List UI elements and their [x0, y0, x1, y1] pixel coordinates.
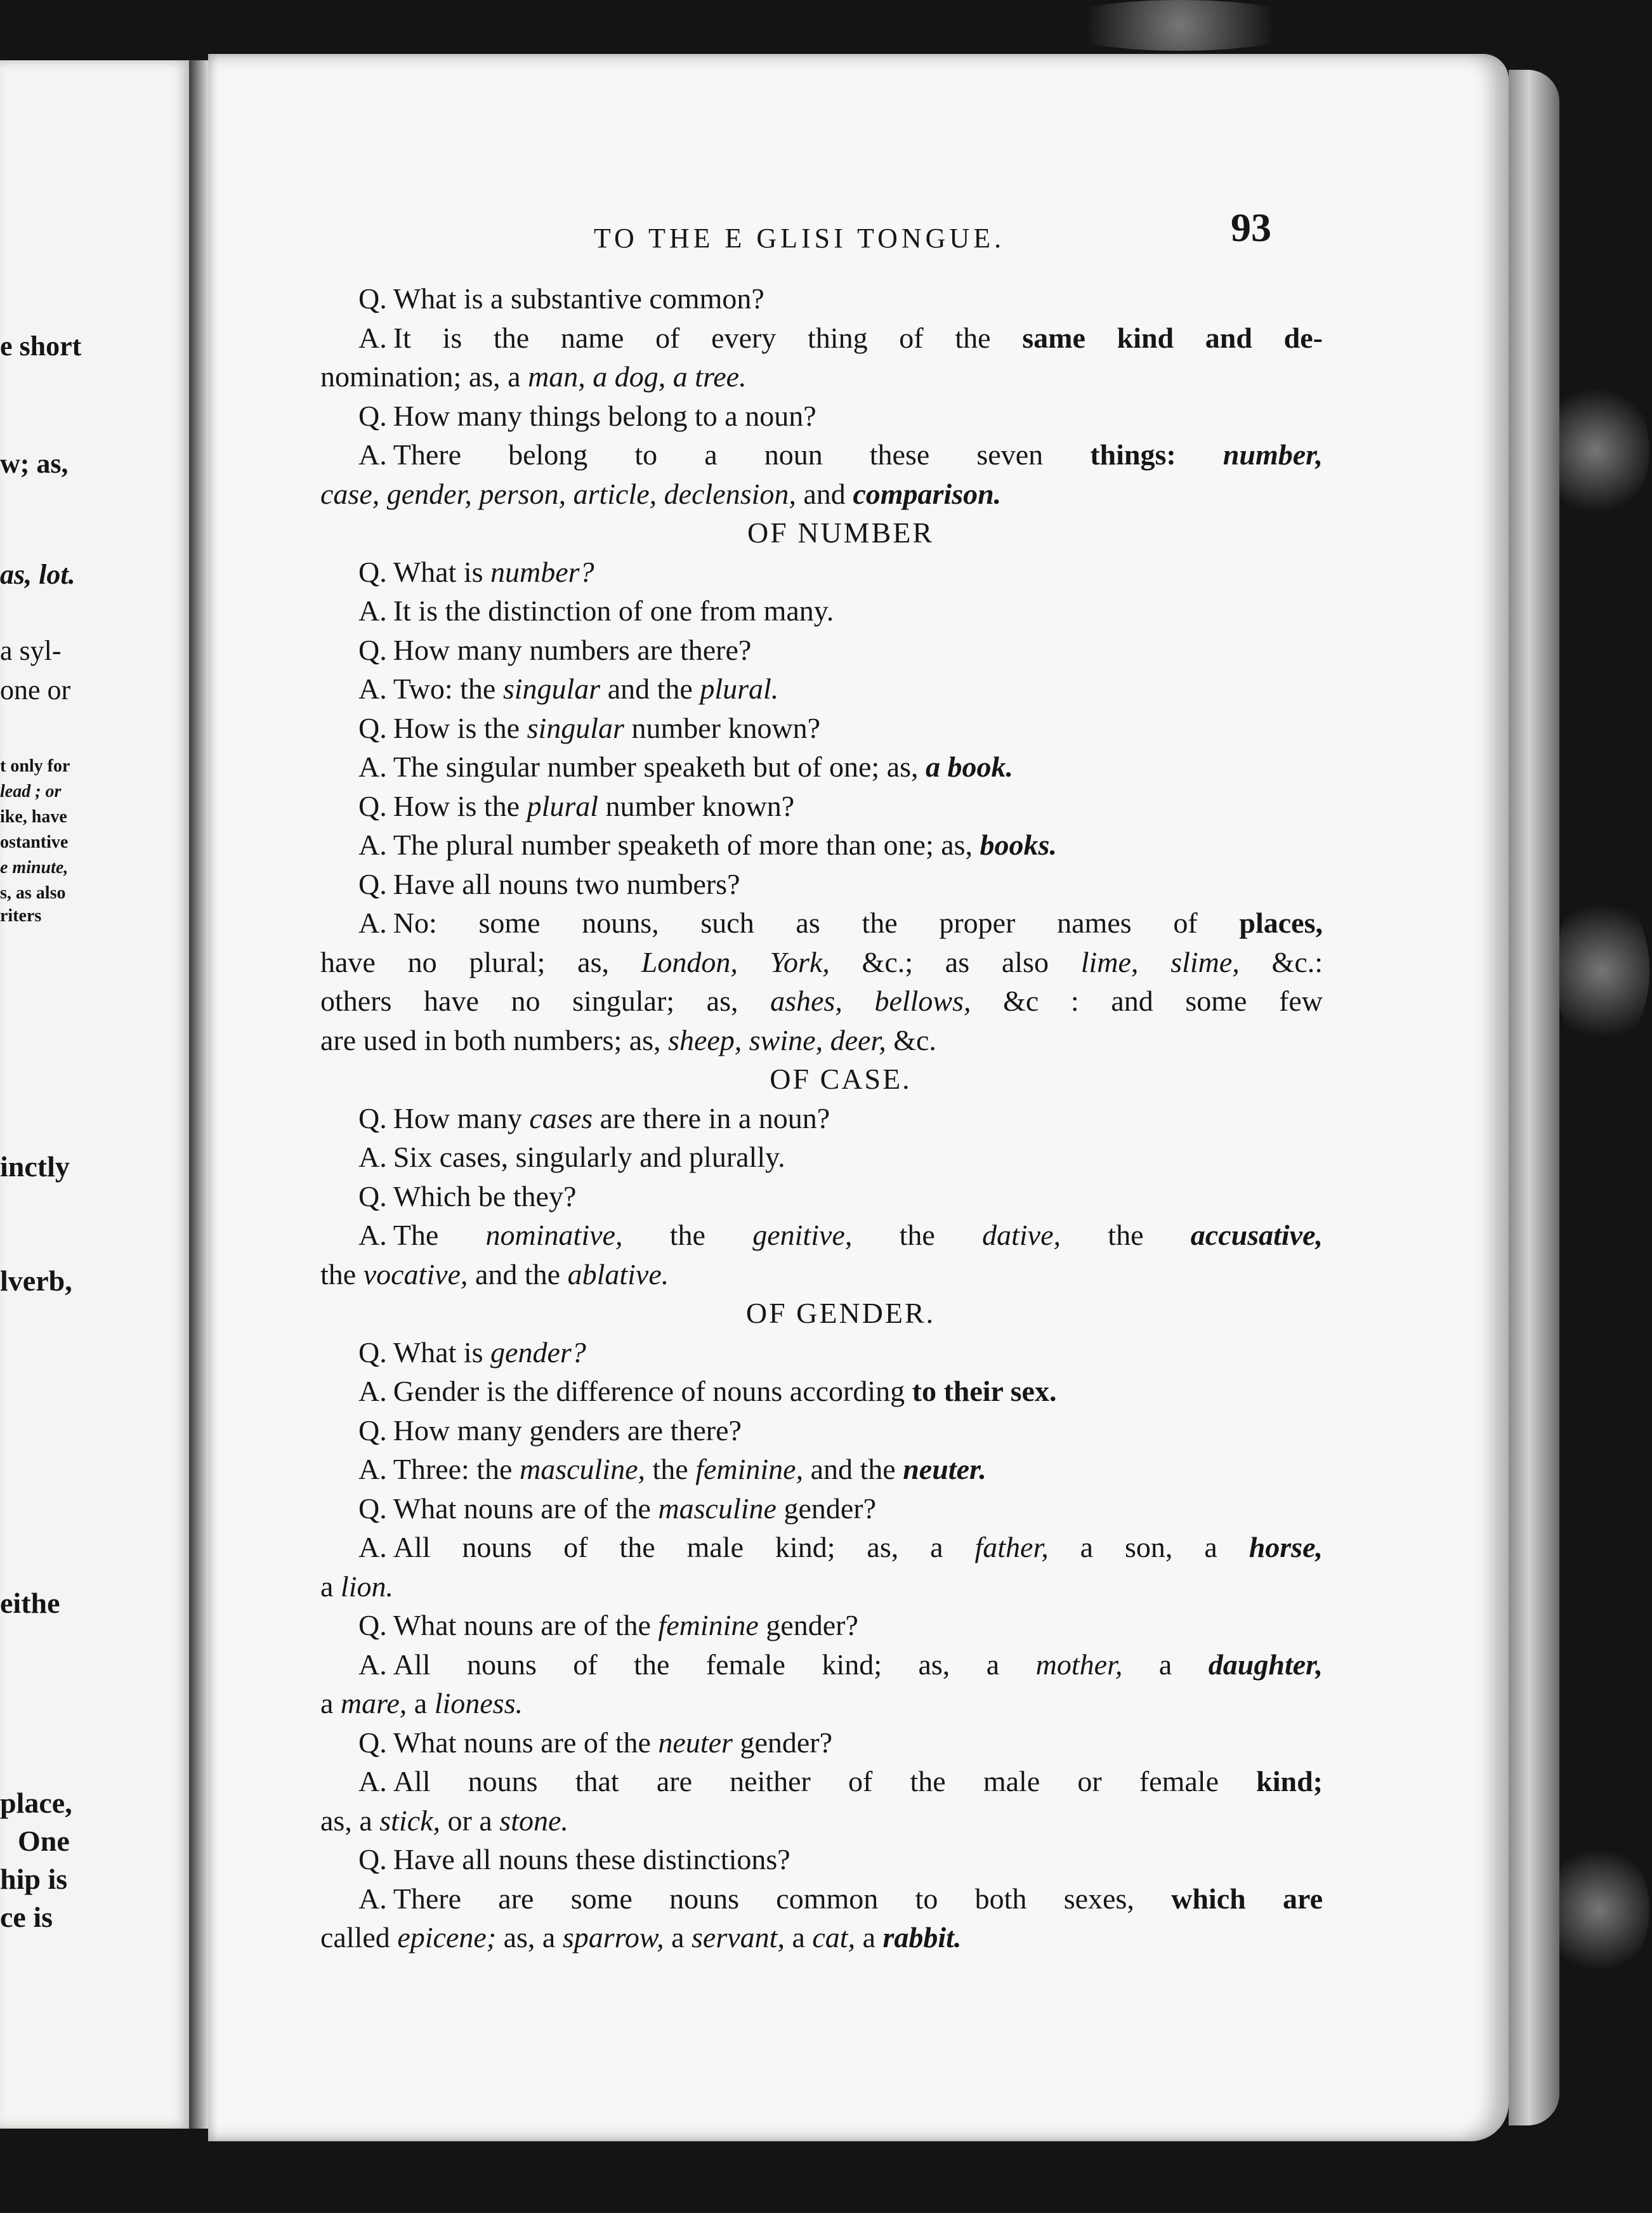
text-line [320, 825, 1323, 865]
text-run: the [645, 1453, 696, 1485]
text-run: mare, [340, 1687, 407, 1719]
text-run: a [784, 1921, 813, 1954]
qa-label: A. [358, 1453, 387, 1485]
qa-label: A. [358, 1765, 387, 1797]
text-line [320, 435, 1323, 475]
text-run: lime, slime, [1080, 945, 1240, 978]
text-line [320, 1879, 1323, 1919]
text-run: gender? [490, 1336, 586, 1369]
section-heading [320, 1294, 1323, 1333]
heading-text: OF NUMBER [747, 516, 934, 549]
text-run: and the [803, 1453, 903, 1485]
qa-label: Q. [358, 1492, 387, 1525]
text-run: It is the distinction of one from many. [393, 594, 834, 627]
qa-label: Q. [358, 1609, 387, 1641]
text-run: father, [974, 1531, 1049, 1563]
text-run: How many numbers are there? [393, 633, 752, 666]
text-run: cat, [812, 1921, 856, 1954]
text-line [320, 1489, 1323, 1528]
text-run: singular [527, 711, 624, 744]
section-heading [320, 1060, 1323, 1099]
text-run: Two: the [393, 673, 503, 705]
text-run: daughter, [1208, 1648, 1323, 1681]
text-run: What is a substantive common? [393, 282, 764, 315]
text-run: others have no singular; as, [320, 985, 771, 1017]
heading-text: OF GENDER. [745, 1297, 936, 1329]
text-run: a [407, 1687, 435, 1719]
text-run: number, [1223, 438, 1323, 471]
qa-label: A. [358, 907, 387, 939]
text-run: How many things belong to a noun? [393, 399, 816, 432]
text-run: lion. [340, 1570, 393, 1603]
text-line [320, 1021, 1323, 1060]
text-run: How many [393, 1101, 530, 1134]
text-line [320, 1255, 1323, 1294]
qa-label: A. [358, 1375, 387, 1407]
qa-label: A. [358, 594, 387, 627]
text-run: number known? [598, 789, 795, 822]
text-run: singular [502, 673, 601, 705]
qa-label: Q. [358, 399, 387, 432]
text-run: feminine [658, 1609, 759, 1641]
left-page-text: t only for [0, 756, 70, 776]
qa-label: A. [358, 673, 387, 705]
text-run: number? [490, 555, 594, 588]
left-page-text: one or [0, 674, 71, 706]
text-run: a book. [926, 751, 1014, 783]
text-run: are used in both numbers; as, [320, 1023, 669, 1056]
left-page-text: w; as, [0, 448, 69, 479]
text-run: number known? [624, 711, 821, 744]
qa-label: Q. [358, 789, 387, 822]
text-run: What is [393, 1336, 491, 1369]
text-run: feminine, [695, 1453, 804, 1485]
text-run: Six cases, singularly and plurally. [393, 1141, 785, 1173]
running-head: TO THE E GLISI TONGUE. [593, 223, 1006, 254]
text-line [320, 1333, 1323, 1372]
left-page-text: riters [0, 906, 42, 926]
left-page-text: as, lot. [0, 559, 75, 590]
text-run: Which be they? [393, 1179, 577, 1212]
text-line [320, 1801, 1323, 1841]
text-run: comparison. [853, 477, 1002, 510]
text-run: All nouns of the male kind; as, a [393, 1531, 975, 1563]
text-line [320, 903, 1323, 943]
text-line [320, 865, 1323, 904]
text-line [320, 397, 1323, 436]
text-run: called [320, 1921, 398, 1954]
left-page-text: ostantive [0, 832, 69, 852]
qa-label: A. [358, 1882, 387, 1915]
left-page-text: hip is [0, 1863, 68, 1895]
text-run: No: some nouns, such as the proper names of [393, 907, 1240, 939]
left-page-text: s, as also [0, 883, 66, 903]
text-run: books. [980, 829, 1057, 861]
text-run: &c.; as also [829, 945, 1081, 978]
text-run: The plural number speaketh of more than one; as, [393, 829, 980, 861]
left-page-text: lverb, [0, 1264, 72, 1297]
text-line [320, 1840, 1323, 1879]
text-run: epicene; [397, 1921, 497, 1954]
text-line [320, 709, 1323, 748]
text-run: What nouns are of the [393, 1492, 659, 1525]
text-run: same kind and de- [1022, 321, 1323, 354]
text-run: to their sex. [912, 1375, 1057, 1407]
text-run: accusative, [1190, 1219, 1323, 1251]
text-run: The [393, 1219, 486, 1251]
text-run: man, a dog, a tree. [528, 360, 747, 393]
text-line [320, 943, 1323, 982]
text-run: plural. [700, 673, 779, 705]
text-run: stone. [499, 1804, 568, 1837]
qa-label: A. [358, 321, 387, 354]
text-run: nominative, [485, 1219, 623, 1251]
text-line [320, 475, 1323, 514]
left-page-text: ike, have [0, 807, 67, 827]
left-page-text: ce is [0, 1901, 53, 1933]
text-run: case, gender, person, article, declension, [320, 477, 796, 510]
text-run: masculine, [519, 1453, 645, 1485]
qa-label: Q. [358, 282, 387, 315]
qa-label: A. [358, 1219, 387, 1251]
text-line [320, 357, 1323, 397]
text-run: stick, [379, 1804, 441, 1837]
background-light-spot [1554, 888, 1649, 1053]
qa-label: A. [358, 438, 387, 471]
text-run: What nouns are of the [393, 1726, 659, 1759]
text-line [320, 1099, 1323, 1138]
qa-label: A. [358, 1141, 387, 1173]
text-run: ashes, bellows, [770, 985, 971, 1017]
text-run: The singular number speaketh but of one; as, [393, 751, 926, 783]
text-run: plural [527, 789, 599, 822]
section-heading [320, 513, 1323, 553]
text-line [320, 1918, 1323, 1957]
qa-label: Q. [358, 555, 387, 588]
text-run: things: [1090, 438, 1223, 471]
text-run: a [855, 1921, 883, 1954]
text-run: are there in a noun? [593, 1101, 830, 1134]
qa-label: Q. [358, 867, 387, 900]
text-run: Have all nouns these distinctions? [393, 1843, 790, 1875]
text-run: genitive, [752, 1219, 853, 1251]
text-line [320, 787, 1323, 826]
text-line [320, 1645, 1323, 1684]
page-number: 93 [1231, 205, 1271, 250]
text-run: mother, [1035, 1648, 1123, 1681]
text-run: as, a [496, 1921, 563, 1954]
text-line [320, 747, 1323, 787]
qa-label: Q. [358, 1179, 387, 1212]
text-run: nomination; as, a [320, 360, 528, 393]
qa-label: Q. [358, 1414, 387, 1447]
text-run: rabbit. [882, 1921, 962, 1954]
text-line [320, 631, 1323, 670]
text-line [320, 1528, 1323, 1567]
text-run: How many genders are there? [393, 1414, 742, 1447]
text-line [320, 553, 1323, 592]
left-page-text: place, [0, 1787, 72, 1819]
text-run: All nouns of the female kind; as, a [393, 1648, 1036, 1681]
text-line [320, 1177, 1323, 1216]
qa-label: Q. [358, 1843, 387, 1875]
text-run: Have all nouns two numbers? [393, 867, 740, 900]
text-run: London, York, [641, 945, 830, 978]
text-run: How is the [393, 711, 527, 744]
text-run: and the [600, 673, 700, 705]
text-run: the [1061, 1219, 1191, 1251]
qa-label: Q. [358, 711, 387, 744]
heading-text: OF CASE. [770, 1063, 912, 1095]
text-run: as, a [320, 1804, 380, 1837]
text-line [320, 1450, 1323, 1489]
text-run: a son, a [1048, 1531, 1249, 1563]
text-run: have no plural; as, [320, 945, 641, 978]
text-run: or a [440, 1804, 500, 1837]
text-run: &c.: [1239, 945, 1323, 978]
text-run: a [320, 1687, 341, 1719]
text-line [320, 1138, 1323, 1177]
text-run: vocative, [363, 1258, 468, 1290]
text-run: a [664, 1921, 692, 1954]
text-run: and [796, 477, 853, 510]
text-run: sparrow, [562, 1921, 664, 1954]
left-page-text: a syl- [0, 635, 62, 666]
qa-label: A. [358, 751, 387, 783]
text-run: What nouns are of the [393, 1609, 659, 1641]
text-line [320, 1411, 1323, 1450]
qa-label: Q. [358, 1101, 387, 1134]
text-run: dative, [982, 1219, 1061, 1251]
book-gutter [189, 60, 208, 2129]
text-line [320, 1567, 1323, 1606]
text-run: a [1122, 1648, 1209, 1681]
page-body [320, 279, 1323, 1957]
text-line [320, 318, 1323, 358]
text-line [320, 1606, 1323, 1645]
text-run: ablative. [567, 1258, 669, 1290]
left-page-text: e short [0, 331, 82, 362]
qa-label: A. [358, 1531, 387, 1563]
left-page-text: One [18, 1825, 70, 1857]
text-line [320, 1372, 1323, 1411]
text-run: masculine [658, 1492, 777, 1525]
text-line [320, 1762, 1323, 1801]
page-edge [1509, 70, 1559, 2125]
qa-label: Q. [358, 633, 387, 666]
text-run: which are [1171, 1882, 1323, 1915]
text-run: lioness. [434, 1687, 523, 1719]
text-line [320, 279, 1323, 318]
qa-label: Q. [358, 1726, 387, 1759]
text-run: kind; [1256, 1765, 1323, 1797]
background-light-spot [1047, 0, 1313, 51]
text-run: the [622, 1219, 753, 1251]
left-page-text: e minute, [0, 858, 69, 877]
text-line [320, 1723, 1323, 1763]
text-run: It is the name of every thing of the [393, 321, 1023, 354]
text-run: &c : and some few [971, 985, 1323, 1017]
text-run: and the [468, 1258, 568, 1290]
left-page-text: inctly [0, 1150, 70, 1183]
text-line [320, 1684, 1323, 1723]
text-run: There are some nouns common to both sexes, [393, 1882, 1172, 1915]
text-run: the [852, 1219, 983, 1251]
text-run: horse, [1249, 1531, 1323, 1563]
qa-label: A. [358, 1648, 387, 1681]
text-run: neuter. [903, 1453, 987, 1485]
text-run: neuter [658, 1726, 733, 1759]
text-run: cases [529, 1101, 593, 1134]
left-page-text: lead ; or [0, 782, 62, 801]
text-line [320, 1216, 1323, 1255]
text-run: What is [393, 555, 491, 588]
text-run: places, [1239, 907, 1323, 939]
text-run: How is the [393, 789, 527, 822]
text-run: gender? [758, 1609, 858, 1641]
left-page-text: eithe [0, 1587, 60, 1619]
background-light-spot [1548, 1840, 1649, 1980]
text-line [320, 982, 1323, 1021]
text-line [320, 591, 1323, 631]
text-line [320, 669, 1323, 709]
text-run: Gender is the difference of nouns according [393, 1375, 912, 1407]
text-run: There belong to a noun these seven [393, 438, 1091, 471]
qa-label: Q. [358, 1336, 387, 1369]
text-run: gender? [776, 1492, 877, 1525]
text-run: a [320, 1570, 341, 1603]
text-run: gender? [732, 1726, 833, 1759]
text-run: sheep, swine, deer, [668, 1023, 886, 1056]
text-run: Three: the [393, 1453, 520, 1485]
text-run: servant, [692, 1921, 785, 1954]
text-run: All nouns that are neither of the male or female [393, 1765, 1257, 1797]
qa-label: A. [358, 829, 387, 861]
text-run: the [320, 1258, 364, 1290]
text-run: &c. [886, 1023, 936, 1056]
